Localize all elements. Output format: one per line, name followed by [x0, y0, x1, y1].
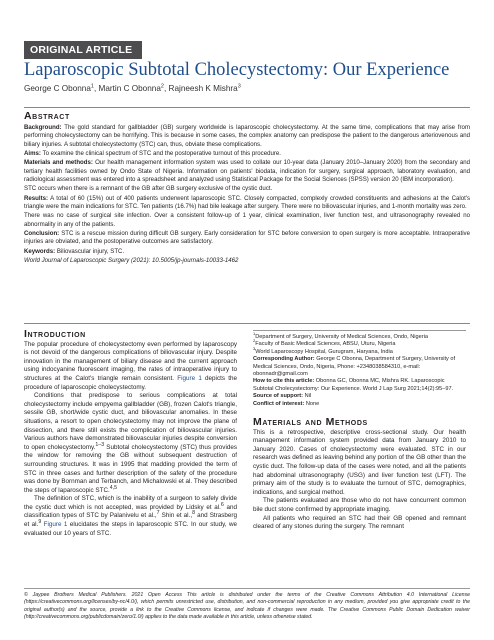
footnote-affiliation-2: $^2$Faculty of Basic Medical Sciences, ABSU, Uturu, Nigeria [253, 338, 396, 348]
methods-paragraph-2: The patients evaluated are those who do not have concurrent common bile duct stone confirmed by appropriate imaging. [253, 497, 466, 513]
footnote-conflict: Conflict of interest: None [253, 400, 320, 407]
footnote-rule [253, 330, 466, 331]
results-text: A total of 60 (15%) out of 400 patients underwent laparoscopic STC. Closely compacted, complexly crowded constituents and adhesions at the Calot's triangle were the main indications for STC. Ten patients (16.7%) had bile leakage after surgery. There were no biliovascular injuries, and 1-month mortality was zero. [24, 194, 471, 210]
intro-paragraph-2 [24, 392, 237, 495]
author-affiliation: 1 [90, 83, 94, 90]
intro-text: Shin et al., [159, 512, 193, 520]
intro-text: Conditions that predispose to serious complications at total cholecystectomy include empyema gallbladder (GB), frozen Calot's triangle, sessile GB, short/wide cystic duct, and biliovascular anomalies. In these situations, a resort to open cholecystectomy may not improve the plane of dissection, and there still exists the complication of biliovascular injuries. Various authors have demonstrated biliovascular injuries despite conversion to open cholecystectomy. [24, 392, 237, 451]
reference-superscript: 4,5 [109, 484, 118, 491]
keywords-text: Biliovascular injury, STC. [56, 247, 125, 255]
footnote-affiliation-1: $^1$Department of Surgery, University of Medical Sciences, Ondo, Nigeria [253, 331, 428, 340]
reference-superscript: 7 [156, 510, 160, 517]
aims-label: Aims: [24, 149, 41, 157]
abstract-background [24, 124, 470, 149]
abstract-results-2: There was no case of surgical site infection. Over a consistent follow-up of 1 year, clinical examination, liver function test, and ultrasonography revealed no abnormality in any of the patients. [24, 212, 470, 228]
footnote-affiliation-3: $^3$World Laparoscopy Hospital, Gurugram, Haryana, India [253, 345, 393, 355]
intro-text: The definition of STC, which is the inability of a surgeon to safely divide the cystic duct which is not accepted, was provided by Lidsky et al. [24, 495, 237, 511]
background-label: Background: [24, 124, 62, 131]
article-title: Laparoscopic Subtotal Cholecystectomy: Our Experience [24, 60, 450, 80]
right-column [253, 330, 466, 532]
intro-text: elucidates the steps in laparoscopic STC. In our study, we evaluated our 10 years of STC. [24, 521, 238, 537]
footnote-corresponding-author: Corresponding Author: George C Obonna, Department of Surgery, University of Medical Sciences, Ondo, Nigeria, Phone: +2348038584310, e-mail: obonnadr@gmail.com [253, 356, 456, 378]
article-type-label: ORIGINAL ARTICLE [24, 41, 142, 59]
abstract-methods [24, 159, 470, 184]
license-text: © Jaypee Brothers Medical Publishers. 2021 Open Access This article is distributed under the terms of the Creative Commons Attribution 4.0 International License (https://creativecommons.org/licenses/by-nc/4.0/), which permits unrestricted use, distribution, and non-commercial reproduction in any medium, provided you give appropriate credit to the original author(s) and the source, provide a link to the Creative Commons license, and indicate if changes were made. The Creative Commons Public Domain Dedication waiver (http://creativecommons.org/publicdomain/zero/1.0/) applies to the data made available in this article, unless otherwise stated. [24, 592, 470, 620]
aims-text: To examine the clinical spectrum of STC and the postoperative turnout of this procedure. [42, 149, 281, 157]
intro-paragraph-1 [24, 341, 237, 393]
abstract-bottom-rule [24, 323, 470, 324]
left-column [24, 330, 237, 538]
conclusion-label: Conclusion: [24, 230, 60, 238]
methods-paragraph-1: This is a retrospective, descriptive cross-sectional study. Our health management information system provided data from January 2010 to January 2020. Cases of cholecystectomy were evaluated. STC in our research was defined as leaving behind any portion of the GB other than the cystic duct. The follow-up data of the cases were noted, and all the patients had abdominal ultrasonography (USG) and liver function test (LFT). The primary aim of the study is to evaluate the turnout of STC, demographics, indications, and surgical method. [253, 428, 466, 496]
intro-text: Subtotal cholecystectomy (STC) thus provides the window for removing the GB without subsequent destruction of surrounding structures. It was in 1995 that madding provided the term of STC in three cases and further description of the safety of the procedure was done by Bornman and Terbanch, and Michalowski et al. They described the steps of laparoscopic STC. [24, 443, 237, 494]
intro-text: and Strasberg et al. [24, 512, 237, 529]
reference-superscript: 1–3 [95, 441, 105, 448]
abstract-citation [24, 257, 470, 265]
author-affiliation: 2 [160, 83, 164, 90]
abstract-aims [24, 150, 470, 158]
intro-text: and classification types of STC by Palanivelu et al., [24, 503, 237, 520]
abstract-heading: Abstract [24, 110, 70, 122]
abstract-body [24, 124, 470, 267]
author-name: Rajneesh K Mishra [168, 84, 238, 93]
abstract-conclusion [24, 230, 470, 247]
abstract-methods-2: STC occurs when there is a remnant of the GB after GB surgery exclusive of the cystic duct. [24, 185, 273, 193]
abstract-top-rule [24, 107, 470, 108]
reference-superscript: 6 [220, 501, 224, 508]
methods-heading: Materials and Methods [253, 416, 368, 429]
methods-label: Materials and methods: [24, 159, 93, 167]
footnote-citation: How to cite this article: Obonna GC, Obonna MC, Mishra RK. Laparoscopic Subtotal Cholecystectomy: Our Experience. World J Lap Surg 2021;14(2):95–97. [253, 378, 454, 392]
intro-text: The popular procedure of cholecystectomy even performed by laparoscopy is not devoid of the dangerous complications of biliovascular injury. Despite innovation in the management of biliary disease and the current approach using indocyanine fluorescent imaging, the rates of intraoperative injury to structures at the Calot's triangle remain consistent. [24, 340, 237, 382]
conclusion-text: STC is a rescue mission during difficult GB surgery. Early consideration for STC before conversion to open surgery is more acceptable. Intraoperative injuries are obviated, and the postoperative outcomes are satisfactory. [24, 230, 470, 246]
intro-paragraph-3 [24, 495, 237, 538]
license-rule [24, 588, 470, 589]
results-label: Results: [24, 194, 49, 202]
reference-superscript: 9 [38, 518, 42, 525]
author-list: George C Obonna$^1$, Martin C Obonna$^2$, Rajneesh K Mishra$^3$ [24, 83, 241, 93]
abstract-results [24, 195, 470, 212]
author-name: George C Obonna [24, 84, 91, 93]
introduction-heading: Introduction [24, 328, 86, 340]
abstract-keywords [24, 248, 470, 256]
figure-link[interactable]: Figure 1 [43, 521, 68, 529]
citation-text: World Journal of Laparoscopic Surgery (2021): 10.5005/jp-journals-10033-1462 [24, 257, 239, 265]
footnote-support: Source of support: Nil [253, 393, 312, 400]
keywords-label: Keywords: [24, 247, 56, 255]
author-name: Martin C Obonna [98, 84, 161, 93]
author-affiliation: 3 [237, 83, 241, 90]
methods-paragraph-3: All patients who required an STC had their GB opened and remnant cleared of any stones during the surgery. The remnant [253, 514, 466, 531]
intro-text: depicts the procedure of laparoscopic cholecystectomy. [24, 374, 237, 391]
reference-superscript: 8 [192, 510, 195, 517]
figure-link[interactable]: Figure 1 [177, 374, 202, 382]
background-text: The gold standard for gallbladder (GB) surgery worldwide is laparoscopic cholecystectomy. At the same time, complications that may arise from performing cholecystectomy can be horrifying. This is because in some cases, the complex anatomy can predispose the patient to the dangerous arteriovenous and biliary injuries. A subtotal cholecystectomy (STC) can, thus, obviate these complications. [24, 124, 470, 148]
methods-text: Our health management information system was used to collate our 10-year data (January 2010–January 2020) from the secondary and tertiary health facilities owned by Ondo State of Nigeria. Information on patients' biodata, indication for surgery, surgical approach, laboratory evaluation, and radiological assessment was entered into a spreadsheet and analyzed using Statistical Package for the Social Sciences (SPSS) version 20 (IBM incorporation). [24, 159, 471, 183]
